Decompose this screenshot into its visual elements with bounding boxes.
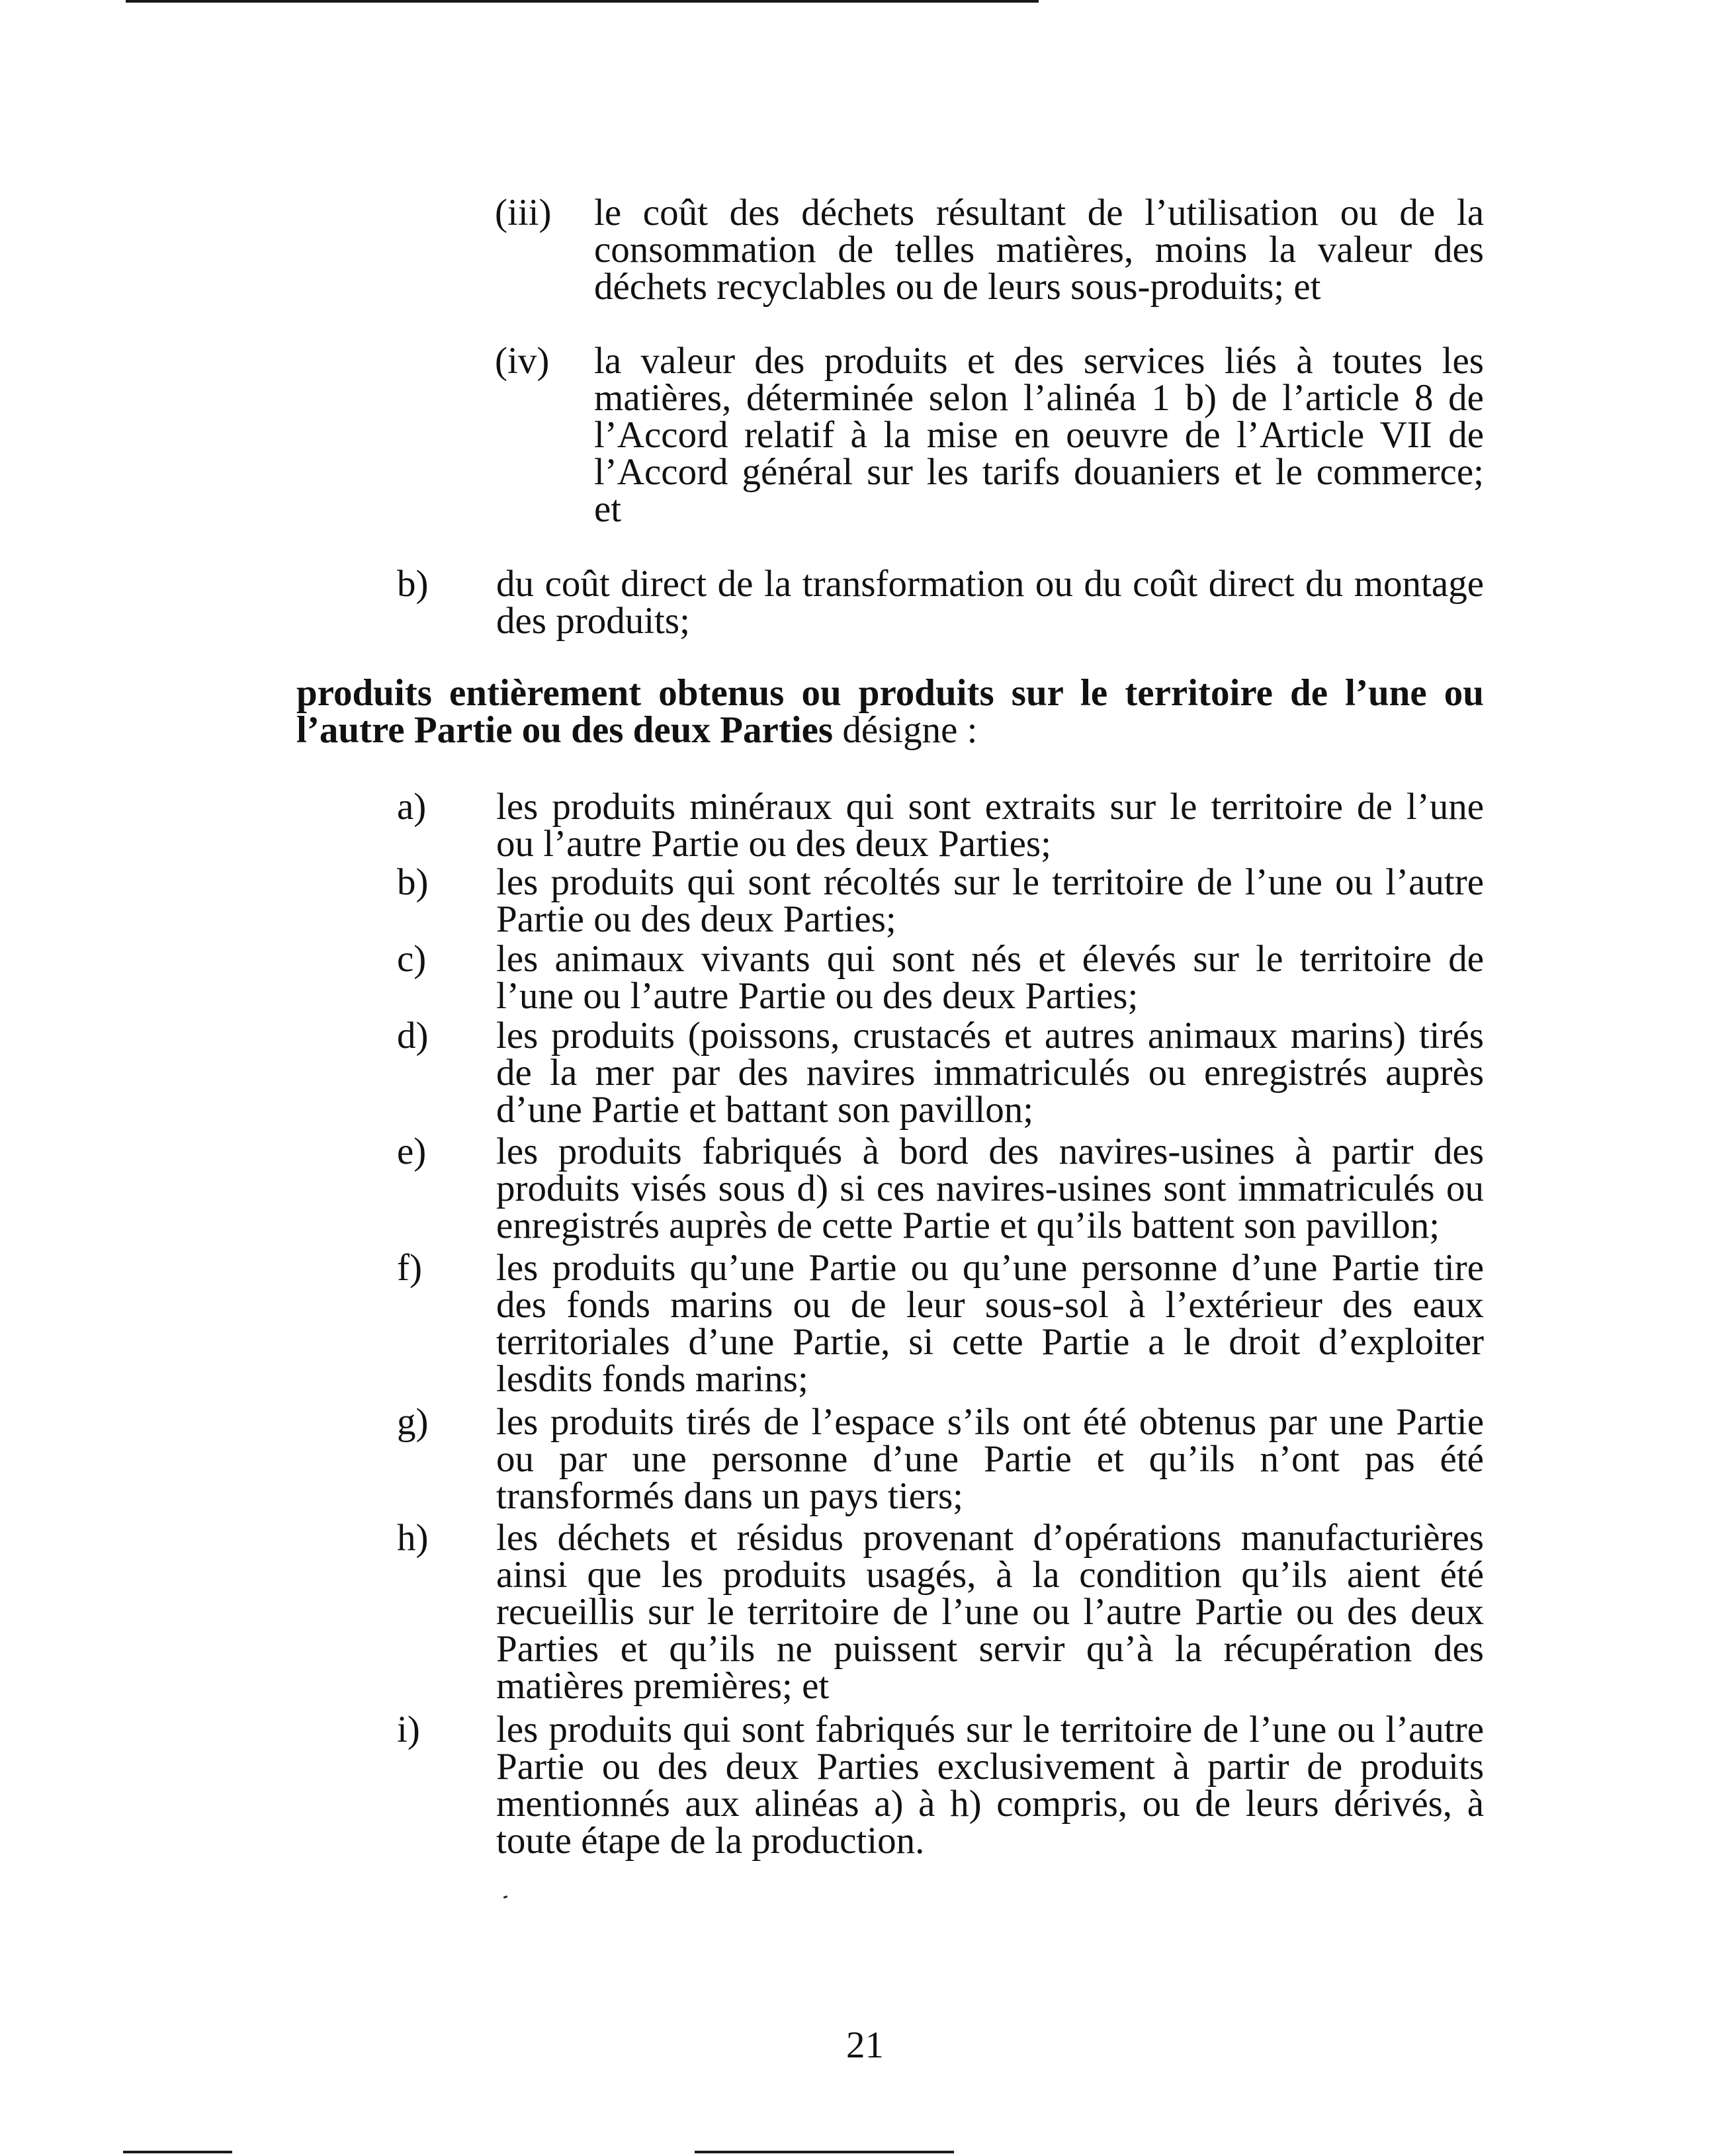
item-iii-text: le coût des déchets résultant de l’utilisation ou de la consommation de telles matières, moins la valeur des déchets recyclables ou de leurs sous-produits; et bbox=[594, 192, 1484, 308]
list-item-h-label: h) bbox=[397, 1517, 429, 1559]
list-item-c-text: les animaux vivants qui sont nés et élevés sur le territoire de l’une ou l’autre Partie ou des deux Parties; bbox=[496, 938, 1484, 1017]
item-b-text: du coût direct de la transformation ou du coût direct du montage des produits; bbox=[496, 563, 1484, 642]
list-item-b-label: b) bbox=[397, 861, 429, 903]
bottom-scan-rule-left bbox=[123, 2151, 232, 2153]
list-item-a-label: a) bbox=[397, 786, 427, 828]
list-item-i-text: les produits qui sont fabriqués sur le territoire de l’une ou l’autre Partie ou des deux Parties exclusivement à partir de produits mentionnés aux alinéas a) à h) compris, ou de leurs dérivés, à toute étape de la production. bbox=[496, 1709, 1484, 1862]
definition-suffix: désigne : bbox=[833, 709, 978, 751]
list-item-c-label: c) bbox=[397, 938, 427, 980]
list-item-e-text: les produits fabriqués à bord des navires-usines à partir des produits visés sous d) si ces navires-usines sont immatriculés ou enregistrés auprès de cette Partie et qu’ils battent son pavillon; bbox=[496, 1131, 1484, 1246]
page-number: 21 bbox=[846, 2024, 884, 2066]
top-scan-rule bbox=[126, 0, 1039, 3]
item-iv-text: la valeur des produits et des services liés à toutes les matières, déterminée selon l’alinéa 1 b) de l’article 8 de l’Accord relatif à la mise en oeuvre de l’Article VII de l’Accord général sur les tarifs douaniers et le commerce; et bbox=[594, 340, 1484, 530]
list-item-a-text: les produits minéraux qui sont extraits sur le territoire de l’une ou l’autre Partie ou des deux Parties; bbox=[496, 786, 1484, 865]
list-item-i-label: i) bbox=[397, 1709, 420, 1750]
definition-term: produits entièrement obtenus ou produits sur le territoire de l’une ou l’autre Partie ou des deux Parties bbox=[296, 672, 1484, 751]
list-item-e-label: e) bbox=[397, 1131, 427, 1172]
item-iii-label: (iii) bbox=[495, 192, 552, 234]
list-item-g-text: les produits tirés de l’espace s’ils ont été obtenus par une Partie ou par une personne d’une Partie et qu’ils n’ont pas été transformés dans un pays tiers; bbox=[496, 1401, 1484, 1517]
item-b-label: b) bbox=[397, 563, 429, 605]
definition-heading bbox=[296, 672, 1484, 751]
list-item-f-label: f) bbox=[397, 1247, 422, 1289]
list-item-g-label: g) bbox=[397, 1401, 429, 1443]
list-item-b-text: les produits qui sont récoltés sur le territoire de l’une ou l’autre Partie ou des deux Parties; bbox=[496, 861, 1484, 940]
list-item-d-text: les produits (poissons, crustacés et autres animaux marins) tirés de la mer par des navires immatriculés ou enregistrés auprès d’une Partie et battant son pavillon; bbox=[496, 1015, 1484, 1131]
scan-speck bbox=[503, 1895, 508, 1899]
list-item-d-label: d) bbox=[397, 1015, 429, 1056]
list-item-f-text: les produits qu’une Partie ou qu’une personne d’une Partie tire des fonds marins ou de leur sous-sol à l’extérieur des eaux territoriales d’une Partie, si cette Partie a le droit d’exploiter lesdits fonds marins; bbox=[496, 1247, 1484, 1400]
item-iv-label: (iv) bbox=[495, 340, 550, 382]
list-item-h-text: les déchets et résidus provenant d’opérations manufacturières ainsi que les produits usagés, à la condition qu’ils aient été recueillis sur le territoire de l’une ou l’autre Partie ou des deux Parties et qu’ils ne puissent servir qu’à la récupération des matières premières; et bbox=[496, 1517, 1484, 1707]
bottom-scan-rule-right bbox=[695, 2151, 954, 2153]
